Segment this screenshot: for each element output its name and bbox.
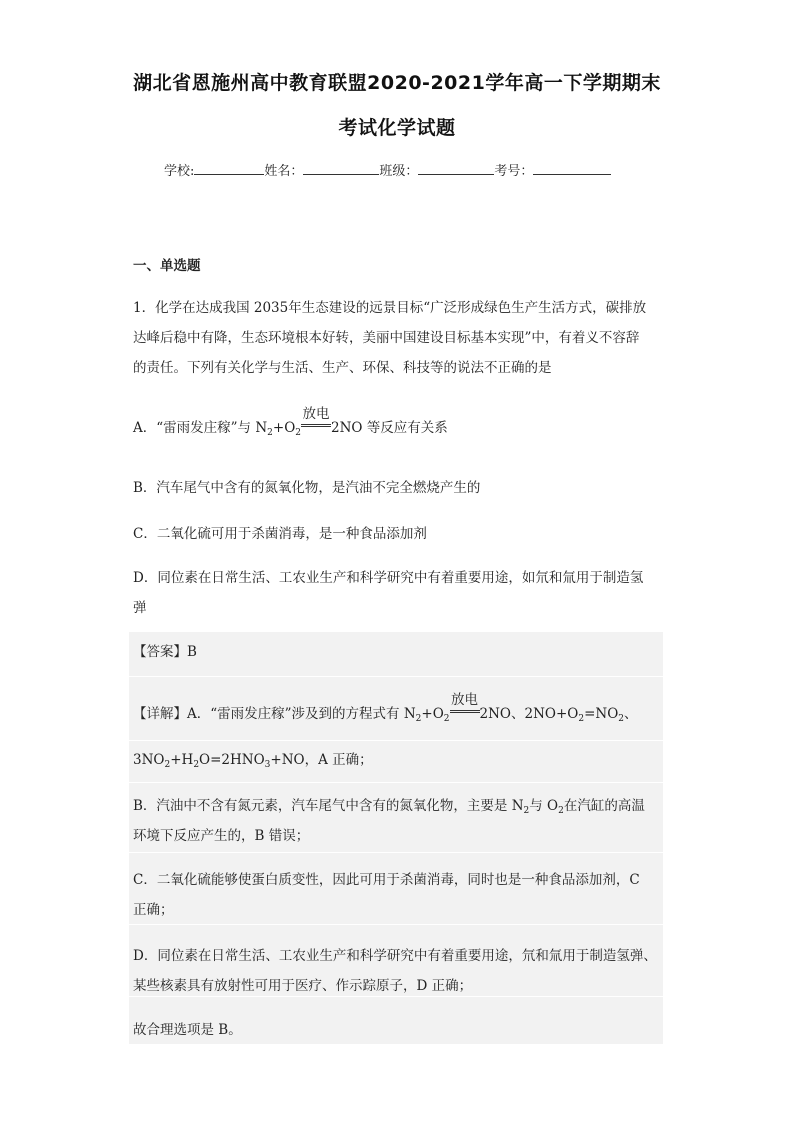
subscript: 2	[267, 428, 273, 438]
subscript: 2	[193, 760, 200, 770]
option-d-line1: D．同位素在日常生活、工农业生产和科学研究中有着重要用途，如氘和氚用于制造氢	[133, 570, 644, 586]
row-divider	[129, 996, 663, 997]
row-divider	[129, 852, 663, 853]
question-stem-line: 达峰后稳中有降，生态环境根本好转，美丽中国建设目标基本实现”中，有着义不容辞	[133, 330, 640, 346]
student-info-row	[164, 160, 611, 179]
detail-line-c2: 正确；	[133, 902, 174, 918]
detail-eq: 2NO、2NO+O	[479, 706, 579, 722]
double-line-equals	[301, 424, 331, 427]
subscript: 2	[523, 806, 530, 816]
detail-prefix: 【详解】A．“雷雨发庄稼”涉及到的方程式有 N	[133, 706, 416, 722]
detail-eq: 、	[624, 706, 638, 722]
row-divider	[129, 676, 663, 677]
row-divider	[129, 740, 663, 741]
question-stem-line: 1．化学在达成我国 2035年生态建设的远景目标“广泛形成绿色生产生活方式，碳排放	[133, 300, 647, 316]
condition-label: 放电	[451, 692, 479, 708]
subscript: 3	[264, 760, 271, 770]
detail-eq: +NO，A 正确；	[270, 752, 373, 768]
reaction-condition	[301, 406, 331, 432]
detail-line-b1	[133, 794, 645, 816]
option-d-line2: 弹	[133, 600, 147, 616]
subscript: 2	[558, 806, 564, 816]
detail-text: 在汽缸的高温	[563, 798, 645, 814]
option-b: B．汽车尾气中含有的氮氧化物，是汽油不完全燃烧产生的	[133, 480, 481, 496]
detail-text: 与 O	[529, 798, 559, 814]
exam-title-line2: 考试化学试题	[338, 117, 456, 139]
option-a-prefix: A．“雷雨发庄稼”与 N	[133, 420, 268, 436]
detail-eq: =NO	[584, 706, 619, 722]
option-a-suffix: 2NO 等反应有关系	[331, 420, 448, 436]
number-blank	[533, 160, 611, 175]
option-a-plus: +O	[272, 420, 296, 436]
option-c: C．二氧化硫可用于杀菌消毒，是一种食品添加剂	[133, 526, 427, 542]
option-a	[133, 406, 448, 438]
subscript: 2	[164, 760, 171, 770]
subscript: 2	[618, 714, 625, 724]
detail-eq: +H	[170, 752, 194, 768]
class-label: 班级：	[379, 164, 419, 179]
exam-title-line1: 湖北省恩施州高中教育联盟2020-2021学年高一下学期期末	[133, 72, 661, 94]
detail-line-a1	[133, 692, 638, 724]
condition-label: 放电	[302, 406, 330, 422]
detail-plus: +O	[421, 706, 444, 722]
detail-eq: 3NO	[133, 752, 165, 768]
reaction-condition	[450, 692, 480, 718]
detail-line-d2: 某些核素具有放射性可用于医疗、作示踪原子，D 正确；	[133, 978, 473, 994]
detail-line-b2: 环境下反应产生的，B 错误；	[133, 828, 310, 844]
name-label: 姓名：	[264, 164, 304, 179]
conclusion: 故合理选项是 B。	[133, 1022, 242, 1038]
detail-eq: O=2HNO	[199, 752, 265, 768]
subscript: 2	[443, 714, 450, 724]
detail-line-a2	[133, 748, 373, 770]
answer-label: 【答案】B	[133, 644, 197, 660]
detail-line-d1: D．同位素在日常生活、工农业生产和科学研究中有着重要用途，氘和氚用于制造氢弹、	[133, 948, 657, 964]
number-label: 考号：	[494, 164, 534, 179]
class-blank	[418, 160, 494, 175]
question-stem-line: 的责任。下列有关化学与生活、生产、环保、科技等的说法不正确的是	[133, 360, 552, 376]
detail-line-c1: C．二氧化硫能够使蛋白质变性，因此可用于杀菌消毒，同时也是一种食品添加剂，C	[133, 872, 640, 888]
subscript: 2	[415, 714, 422, 724]
row-divider	[129, 782, 663, 783]
section-heading: 一、单选题	[133, 258, 201, 274]
double-line-equals	[450, 710, 480, 713]
school-blank	[194, 160, 264, 175]
row-divider	[129, 924, 663, 925]
subscript: 2	[578, 714, 585, 724]
subscript: 2	[295, 428, 302, 438]
detail-text: B．汽油中不含有氮元素，汽车尾气中含有的氮氧化物，主要是 N	[133, 798, 524, 814]
name-blank	[303, 160, 379, 175]
school-label: 学校:	[164, 164, 195, 179]
